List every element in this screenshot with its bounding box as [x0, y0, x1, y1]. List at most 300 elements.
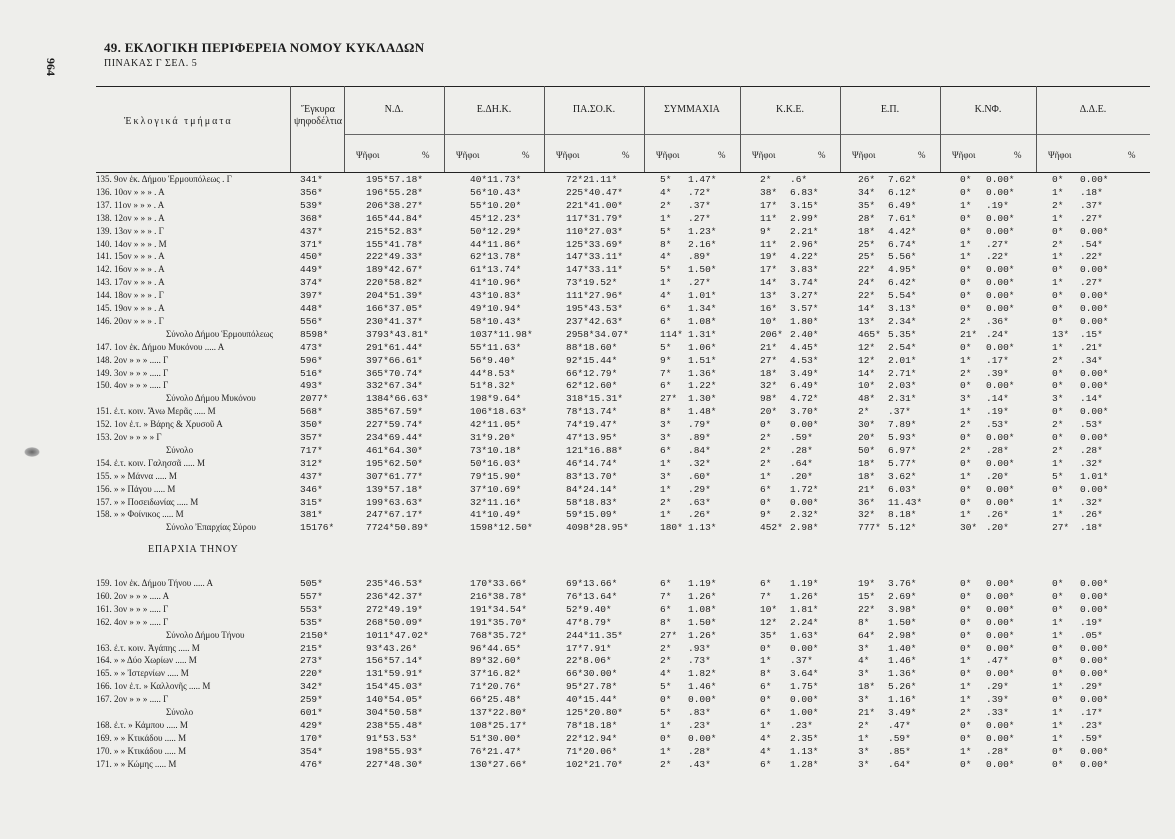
cell-epp: 6.12* [888, 186, 917, 198]
cell-epp: 3.98* [888, 603, 917, 615]
cell-kke: 0* [760, 642, 772, 654]
cell-kkep: 1.13* [790, 745, 819, 757]
cell-knf: 0* [960, 432, 972, 443]
cell-symm: 6* [660, 444, 672, 456]
cell-kkep: 0.00* [790, 496, 819, 508]
cell-v: 2077* [300, 393, 329, 405]
cell-ep: 22* [858, 290, 876, 302]
cell-kkep: .37* [790, 655, 813, 667]
header-pct-1: % [522, 150, 530, 160]
cell-kkep: .28* [790, 444, 813, 456]
cell-pasok: 4098*28.95* [566, 522, 629, 534]
table-row [0, 226, 1175, 237]
cell-kkep: .20* [790, 470, 813, 482]
cell-ddep: .54* [1080, 238, 1103, 250]
cell-symm: 1* [660, 719, 672, 731]
cell-pasok: 225*40.47* [566, 186, 624, 198]
cell-ep: 30* [858, 419, 876, 431]
cell-epp: 1.50* [888, 616, 917, 628]
cell-epp: 2.71* [888, 367, 917, 379]
cell-ep: 18* [858, 681, 876, 693]
cell-knfp: 0.00* [986, 590, 1015, 602]
cell-knf: 0* [960, 341, 972, 353]
cell-ep: 50* [858, 444, 876, 456]
cell-dde: 0* [1052, 758, 1064, 770]
cell-knfp: .33* [986, 707, 1009, 718]
cell-symm: 6* [660, 380, 672, 392]
row-label: 154. ἐ.τ. κοιν. Γαλησσᾶ ..... Μ [96, 457, 206, 468]
row-label: 157. » » Ποσειδωνίας ..... Μ [96, 496, 199, 507]
row-label: 153. 2ον » » » » Γ [96, 432, 162, 442]
cell-kkep: 1.63* [790, 629, 819, 641]
cell-ddep: 0.00* [1080, 225, 1109, 237]
cell-ddep: .22* [1080, 251, 1103, 263]
row-label: 155. » » Μάννα ..... Μ [96, 470, 177, 481]
cell-knf: 30* [960, 522, 978, 534]
cell-nd: 206*38.27* [366, 199, 424, 211]
cell-symmp: 1.26* [688, 629, 717, 641]
cell-kke: 17* [760, 199, 778, 211]
table-row [0, 630, 1175, 641]
cell-knfp: 0.00* [986, 432, 1015, 443]
row-label: 140. 14ον » » » . Μ [96, 238, 167, 249]
cell-knfp: 0.00* [986, 174, 1015, 185]
cell-kke: 14* [760, 277, 778, 289]
row-label: 142. 16ον » » » . Α [96, 264, 165, 275]
cell-kkep: 2.40* [790, 328, 819, 340]
cell-v: 354* [300, 745, 323, 757]
cell-ep: 34* [858, 186, 876, 198]
cell-knfp: 0.00* [986, 629, 1015, 641]
cell-symmp: .72* [688, 186, 711, 198]
header-votes-6: Ψῆφοι [952, 150, 976, 160]
cell-knf: 2* [960, 367, 972, 379]
cell-knf: 1* [960, 406, 972, 418]
cell-dde: 13* [1052, 328, 1070, 340]
cell-v: 476* [300, 758, 323, 770]
cell-ep: 2* [858, 406, 870, 418]
cell-kkep: 3.70* [790, 406, 819, 418]
cell-dde: 0* [1052, 367, 1064, 379]
cell-v: 596* [300, 354, 323, 366]
row-label: 145. 19ον » » » . Α [96, 303, 165, 313]
header-party-2: ΠΑ.ΣΟ.Κ. [572, 104, 616, 115]
row-label: 149. 3ον » » » ..... Γ [96, 367, 169, 378]
cell-symm: 1* [660, 457, 672, 469]
cell-v: 450* [300, 251, 323, 263]
cell-knf: 0* [960, 483, 972, 495]
cell-kkep: .23* [790, 719, 813, 731]
cell-ddep: 0.00* [1080, 367, 1109, 379]
table-row [0, 355, 1175, 366]
cell-epp: 2.31* [888, 393, 917, 405]
cell-pasok: 125*20.80* [566, 707, 624, 718]
cell-knfp: 0.00* [986, 380, 1015, 392]
cell-v: 448* [300, 303, 323, 314]
row-label: 166. 1ον ἐ.τ. » Καλλονῆς ..... Μ [96, 681, 211, 692]
cell-epp: 5.93* [888, 432, 917, 443]
cell-kkep: 1.81* [790, 603, 819, 615]
cell-dde: 0* [1052, 590, 1064, 602]
cell-kkep: 0.00* [790, 642, 819, 654]
cell-ep: 22* [858, 264, 876, 276]
cell-kke: 32* [760, 380, 778, 392]
cell-knf: 1* [960, 199, 972, 211]
cell-ep: 19* [858, 578, 876, 589]
cell-pasok: 22*8.06* [566, 655, 612, 667]
cell-ddep: .14* [1080, 393, 1103, 405]
cell-nd: 139*57.18* [366, 483, 424, 495]
cell-dde: 0* [1052, 303, 1064, 314]
cell-v: 8598* [300, 328, 329, 340]
cell-symmp: .79* [688, 419, 711, 431]
cell-v: 15176* [300, 522, 335, 534]
cell-ep: 3* [858, 694, 870, 706]
cell-symmp: 2.16* [688, 238, 717, 250]
cell-kke: 8* [760, 668, 772, 680]
cell-kke: 2* [760, 174, 772, 185]
cell-nd: 155*41.78* [366, 238, 424, 250]
cell-edik: 45*12.23* [470, 212, 522, 224]
cell-epp: 1.16* [888, 694, 917, 706]
cell-symm: 1* [660, 745, 672, 757]
cell-knfp: .24* [986, 328, 1009, 340]
cell-knfp: 0.00* [986, 186, 1015, 198]
cell-ddep: .18* [1080, 522, 1103, 534]
cell-symmp: 1.34* [688, 303, 717, 314]
cell-dde: 0* [1052, 745, 1064, 757]
cell-kkep: 3.57* [790, 303, 819, 314]
cell-edik: 55*11.63* [470, 341, 522, 353]
row-label: Σύνολο Δήμου Ἑρμουπόλεως [166, 328, 274, 339]
cell-symm: 6* [660, 578, 672, 589]
cell-pasok: 121*16.88* [566, 444, 624, 456]
cell-edik: 32*11.16* [470, 496, 522, 508]
cell-kkep: 3.27* [790, 290, 819, 302]
table-row [0, 368, 1175, 379]
cell-epp: 1.40* [888, 642, 917, 654]
cell-kke: 1* [760, 655, 772, 667]
cell-kkep: 1.28* [790, 758, 819, 770]
cell-kke: 16* [760, 303, 778, 314]
cell-knf: 1* [960, 655, 972, 667]
cell-dde: 1* [1052, 719, 1064, 731]
table-row [0, 655, 1175, 666]
cell-kkep: 2.99* [790, 212, 819, 224]
cell-dde: 0* [1052, 264, 1064, 276]
cell-epp: 11.43* [888, 496, 923, 508]
cell-dde: 2* [1052, 444, 1064, 456]
cell-symm: 4* [660, 186, 672, 198]
cell-ddep: 0.00* [1080, 264, 1109, 276]
table-row [0, 174, 1175, 185]
cell-v: 556* [300, 315, 323, 327]
cell-symm: 2* [660, 758, 672, 770]
cell-knfp: 0.00* [986, 225, 1015, 237]
cell-knfp: 0.00* [986, 303, 1015, 314]
cell-symmp: 1.23* [688, 225, 717, 237]
cell-dde: 0* [1052, 483, 1064, 495]
cell-symm: 6* [660, 603, 672, 615]
row-label: Σύνολο [166, 444, 194, 455]
cell-symm: 5* [660, 681, 672, 693]
cell-nd: 198*55.93* [366, 745, 424, 757]
cell-edik: 66*25.48* [470, 694, 522, 706]
cell-symmp: .23* [688, 719, 711, 731]
cell-dde: 0* [1052, 642, 1064, 654]
cell-ddep: 0.00* [1080, 694, 1109, 706]
cell-edik: 61*13.74* [470, 264, 522, 276]
cell-dde: 2* [1052, 354, 1064, 366]
table-row [0, 681, 1175, 692]
cell-epp: .59* [888, 732, 911, 744]
cell-knfp: .17* [986, 354, 1009, 366]
cell-symmp: .26* [688, 509, 711, 521]
row-label: 141. 15ον » » » . Α [96, 251, 165, 262]
page-number: 964 [44, 58, 58, 76]
cell-edik: 55*10.20* [470, 199, 522, 211]
cell-symmp: .93* [688, 642, 711, 654]
cell-kkep: 1.19* [790, 578, 819, 589]
cell-v: 449* [300, 264, 323, 276]
cell-symmp: 1.19* [688, 578, 717, 589]
cell-v: 397* [300, 290, 323, 302]
cell-nd: 156*57.14* [366, 655, 424, 667]
cell-knf: 1* [960, 470, 972, 482]
cell-ep: 21* [858, 707, 876, 718]
cell-symm: 7* [660, 590, 672, 602]
cell-knf: 0* [960, 264, 972, 276]
row-label: 171. » » Κώμης ..... Μ [96, 758, 177, 769]
cell-kke: 13* [760, 290, 778, 302]
cell-symmp: .43* [688, 758, 711, 770]
cell-knfp: .19* [986, 406, 1009, 418]
cell-dde: 0* [1052, 406, 1064, 418]
cell-edik: 62*13.78* [470, 251, 522, 263]
cell-epp: 2.54* [888, 341, 917, 353]
cell-nd: 234*69.44* [366, 432, 424, 443]
cell-nd: 235*46.53* [366, 578, 424, 589]
cell-kke: 6* [760, 681, 772, 693]
header-party-4: Κ.Κ.Ε. [775, 104, 805, 115]
cell-kke: 11* [760, 238, 778, 250]
cell-ep: 13* [858, 315, 876, 327]
cell-symmp: 1.46* [688, 681, 717, 693]
cell-kkep: 0.00* [790, 694, 819, 706]
cell-edik: 170*33.66* [470, 578, 528, 589]
cell-kke: 4* [760, 732, 772, 744]
cell-ddep: 0.00* [1080, 745, 1109, 757]
cell-ep: 15* [858, 590, 876, 602]
row-label: 156. » » Πάγου ..... Μ [96, 483, 176, 494]
cell-kke: 38* [760, 186, 778, 198]
cell-ddep: 0.00* [1080, 668, 1109, 680]
cell-kkep: 1.00* [790, 707, 819, 718]
cell-v: 601* [300, 707, 323, 718]
cell-v: 717* [300, 444, 323, 456]
cell-epp: .47* [888, 719, 911, 731]
cell-symm: 1* [660, 509, 672, 521]
cell-symm: 180* [660, 522, 683, 534]
cell-kkep: 2.24* [790, 616, 819, 628]
row-label: 146. 20ον » » » . Γ [96, 315, 164, 326]
cell-knf: 0* [960, 380, 972, 392]
cell-epp: 6.42* [888, 277, 917, 289]
cell-kke: 4* [760, 745, 772, 757]
cell-nd: 189*42.67* [366, 264, 424, 276]
cell-nd: 236*42.37* [366, 590, 424, 602]
cell-kke: 20* [760, 406, 778, 418]
table-row [0, 484, 1175, 495]
cell-dde: 0* [1052, 290, 1064, 302]
cell-symm: 3* [660, 419, 672, 431]
row-label: 167. 2ον » » » ..... Γ [96, 694, 169, 705]
cell-kke: 6* [760, 578, 772, 589]
cell-ep: 48* [858, 393, 876, 405]
cell-nd: 272*49.19* [366, 603, 424, 615]
header-votes-0: Ψῆφοι [356, 150, 380, 160]
cell-symm: 114* [660, 328, 683, 340]
cell-kke: 2* [760, 457, 772, 469]
cell-ddep: .32* [1080, 457, 1103, 469]
cell-symm: 4* [660, 290, 672, 302]
row-label: 144. 18ον » » » . Γ [96, 290, 164, 301]
cell-edik: 44*8.53* [470, 367, 516, 379]
cell-ddep: 0.00* [1080, 655, 1109, 667]
cell-knf: 2* [960, 707, 972, 718]
cell-pasok: 237*42.63* [566, 315, 624, 327]
cell-symmp: .32* [688, 457, 711, 469]
cell-dde: 0* [1052, 603, 1064, 615]
cell-edik: 106*18.63* [470, 406, 528, 418]
cell-knfp: 0.00* [986, 341, 1015, 353]
cell-dde: 1* [1052, 457, 1064, 469]
cell-kke: 19* [760, 251, 778, 263]
cell-kkep: 1.80* [790, 315, 819, 327]
cell-kkep: 3.15* [790, 199, 819, 211]
cell-ep: 26* [858, 174, 876, 185]
cell-knfp: .53* [986, 419, 1009, 431]
cell-dde: 27* [1052, 522, 1070, 534]
cell-edik: 50*12.29* [470, 225, 522, 237]
cell-ep: 25* [858, 238, 876, 250]
cell-knfp: .39* [986, 367, 1009, 379]
cell-nd: 166*37.05* [366, 303, 424, 314]
cell-knf: 1* [960, 509, 972, 521]
table-row [0, 694, 1175, 705]
cell-ddep: .29* [1080, 681, 1103, 693]
cell-knfp: .19* [986, 199, 1009, 211]
cell-knfp: 0.00* [986, 212, 1015, 224]
cell-nd: 227*59.74* [366, 419, 424, 431]
cell-dde: 0* [1052, 668, 1064, 680]
cell-kke: 452* [760, 522, 783, 534]
cell-symmp: 1.01* [688, 290, 717, 302]
cell-symm: 6* [660, 303, 672, 314]
cell-ddep: .05* [1080, 629, 1103, 641]
cell-ddep: .21* [1080, 341, 1103, 353]
cell-epp: 3.62* [888, 470, 917, 482]
cell-knfp: .26* [986, 509, 1009, 521]
cell-symmp: .63* [688, 496, 711, 508]
cell-kke: 98* [760, 393, 778, 405]
cell-edik: 31*9.20* [470, 432, 516, 443]
cell-pasok: 110*27.03* [566, 225, 624, 237]
cell-ddep: .37* [1080, 199, 1103, 211]
cell-kke: 10* [760, 603, 778, 615]
cell-dde: 2* [1052, 238, 1064, 250]
cell-pasok: 92*15.44* [566, 354, 618, 366]
row-label: 135. 9ον ἐκ. Δήμου Ἑρμουπόλεως . Γ [96, 174, 232, 184]
cell-pasok: 244*11.35* [566, 629, 624, 641]
cell-v: 473* [300, 341, 323, 353]
cell-pasok: 17*7.91* [566, 642, 612, 654]
cell-ep: 35* [858, 199, 876, 211]
table-row [0, 604, 1175, 615]
cell-ddep: .26* [1080, 509, 1103, 521]
cell-kke: 6* [760, 758, 772, 770]
cell-nd: 195*57.18* [366, 174, 424, 185]
cell-edik: 1037*11.98* [470, 328, 533, 340]
cell-ep: 10* [858, 380, 876, 392]
cell-pasok: 147*33.11* [566, 251, 624, 263]
cell-ddep: 0.00* [1080, 303, 1109, 314]
table-row [0, 720, 1175, 731]
cell-symmp: .73* [688, 655, 711, 667]
row-label: 170. » » Κτικάδου ..... Μ [96, 745, 187, 756]
table-row [0, 342, 1175, 353]
cell-dde: 1* [1052, 186, 1064, 198]
cell-pasok: 318*15.31* [566, 393, 624, 405]
cell-epp: 3.76* [888, 578, 917, 589]
cell-epp: 1.36* [888, 668, 917, 680]
cell-symmp: .27* [688, 277, 711, 289]
cell-symmp: .89* [688, 432, 711, 443]
cell-ep: 14* [858, 367, 876, 379]
row-label: 161. 3ον » » » ..... Γ [96, 603, 169, 614]
cell-v: 568* [300, 406, 323, 418]
row-label: 136. 10ον » » » . Α [96, 186, 165, 197]
section-title-tinos: ΕΠΑΡΧΙΑ ΤΗΝΟΥ [148, 544, 239, 555]
header-votes-2: Ψῆφοι [556, 150, 580, 160]
cell-v: 357* [300, 432, 323, 443]
cell-v: 557* [300, 590, 323, 602]
row-label: 138. 12ον » » » . Α [96, 212, 165, 223]
cell-knf: 0* [960, 290, 972, 302]
cell-ddep: .32* [1080, 496, 1103, 508]
cell-knfp: 0.00* [986, 642, 1015, 654]
cell-pasok: 111*27.96* [566, 290, 624, 302]
row-label: 163. ἐ.τ. κοιν. Ἀγάπης ..... Μ [96, 642, 200, 653]
cell-dde: 0* [1052, 655, 1064, 667]
header-votes-7: Ψῆφοι [1048, 150, 1072, 160]
cell-kke: 2* [760, 444, 772, 456]
cell-ddep: 0.00* [1080, 315, 1109, 327]
cell-nd: 1011*47.02* [366, 629, 429, 641]
cell-pasok: 117*31.79* [566, 212, 624, 224]
cell-epp: 5.77* [888, 457, 917, 469]
cell-knf: 1* [960, 694, 972, 706]
cell-nd: 247*67.17* [366, 509, 424, 521]
cell-v: 437* [300, 225, 323, 237]
cell-edik: 130*27.66* [470, 758, 528, 770]
cell-ddep: .59* [1080, 732, 1103, 744]
cell-knfp: .39* [986, 694, 1009, 706]
cell-knf: 0* [960, 578, 972, 589]
cell-ddep: 0.00* [1080, 590, 1109, 602]
cell-ddep: .18* [1080, 186, 1103, 198]
cell-edik: 73*10.18* [470, 444, 522, 456]
